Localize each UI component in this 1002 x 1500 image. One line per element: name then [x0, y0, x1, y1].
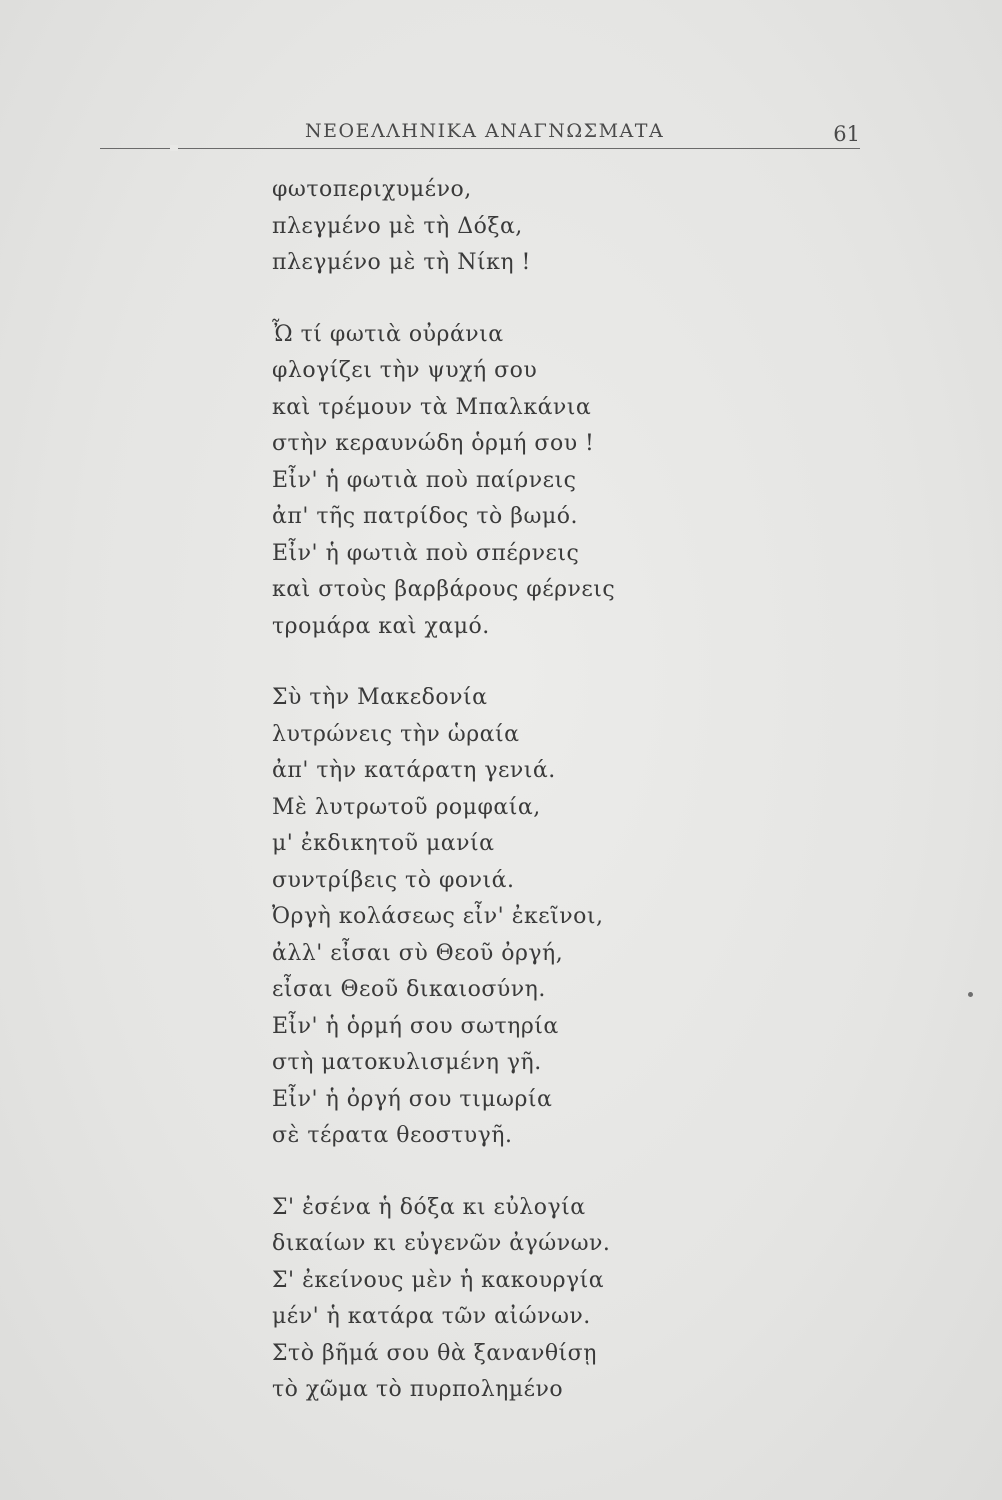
poem-line: Στὸ βῆμά σου θὰ ξανανθίσῃ [272, 1340, 597, 1366]
header-rule-gap [170, 145, 178, 151]
poem-line: ἀλλ' εἶσαι σὺ Θεοῦ ὀργή, [272, 940, 564, 966]
stanza [272, 317, 792, 646]
poem-line: στὴ ματοκυλισμένη γῆ. [272, 1050, 542, 1075]
poem-line: πλεγμένο μὲ τὴ Νίκη ! [272, 250, 531, 275]
poem-line: καὶ τρέμουν τὰ Μπαλκάνια [272, 394, 592, 420]
running-header [100, 118, 860, 152]
poem-line: καὶ στοὺς βαρβάρους φέρνεις [272, 577, 616, 602]
paper-speck [968, 992, 973, 997]
stanza [272, 1190, 792, 1409]
poem-line: συντρίβεις τὸ φονιά. [272, 867, 515, 893]
poem-body [272, 172, 792, 1444]
poem-line: εἶσαι Θεοῦ δικαιοσύνη. [272, 977, 546, 1002]
header-rule [100, 148, 860, 149]
poem-line: πλεγμένο μὲ τὴ Δόξα, [272, 213, 523, 239]
poem-line: Εἶν' ἡ ὁρμή σου σωτηρία [272, 1013, 559, 1039]
poem-line: Εἶν' ἡ φωτιὰ ποὺ παίρνεις [272, 467, 577, 493]
poem-line: τὸ χῶμα τὸ πυρποληµένο [272, 1377, 564, 1402]
poem-line: δικαίων κι εὐγενῶν ἀγώνων. [272, 1231, 611, 1256]
poem-line: Εἶν' ἡ φωτιὰ ποὺ σπέρνεις [272, 540, 580, 566]
poem-line: Μὲ λυτρωτοῦ ρομφαία, [272, 794, 541, 820]
poem-line: Σ' ἐκείνους μὲν ἡ κακουργία [272, 1267, 605, 1293]
poem-line: μ' ἐκδικητοῦ μανία [272, 831, 495, 856]
poem-line: τρομάρα καὶ χαμό. [272, 613, 490, 639]
poem-line: Εἶν' ἡ ὀργή σου τιμωρία [272, 1086, 553, 1112]
running-title: ΝΕΟΕΛΛΗΝΙΚΑ ΑΝΑΓΝΩΣΜΑΤΑ [305, 120, 665, 142]
poem-line: Σ' ἐσένα ἡ δόξα κι εὐλογία [272, 1194, 586, 1220]
poem-line: Σὺ τὴν Μακεδονία [272, 685, 488, 710]
page-number: 61 [833, 122, 860, 146]
poem-line: ἀπ' τὴν κατάρατη γενιά. [272, 758, 556, 783]
poem-line: λυτρώνεις τὴν ὡραία [272, 721, 520, 747]
stanza [272, 172, 792, 282]
poem-line: στὴν κεραυνώδη ὁρμή σου ! [272, 431, 595, 456]
poem-line: φωτοπεριχυμένο, [272, 177, 472, 202]
poem-line: Ὀργὴ κολάσεως εἶν' ἐκεῖνοι, [272, 904, 604, 929]
poem-line: φλογίζει τὴν ψυχή σου [272, 358, 538, 383]
poem-line: μέν' ἡ κατάρα τῶν αἰώνων. [272, 1304, 591, 1329]
poem-line: Ὦ τί φωτιὰ οὐράνια [272, 321, 504, 347]
poem-line: σὲ τέρατα θεοστυγῆ. [272, 1123, 513, 1148]
stanza [272, 680, 792, 1155]
poem-line: ἀπ' τῆς πατρίδος τὸ βωμό. [272, 504, 578, 529]
